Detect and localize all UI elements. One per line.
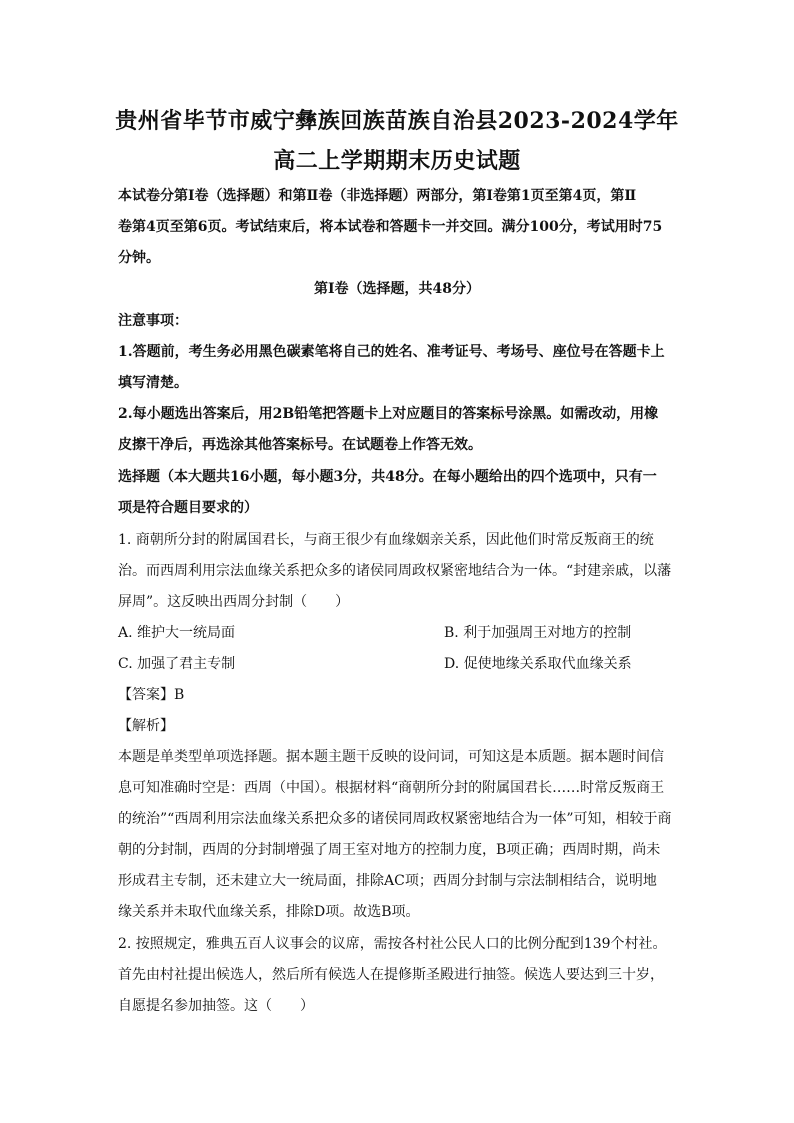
- q1-analysis-line-2: 息可知准确时空是：西周（中国）。根据材料“商朝所分封的附属国君长……时常反叛商王: [118, 780, 665, 796]
- q1-analysis-line-1: 本题是单类型单项选择题。据本题主题干反映的设问词，可知这是本质题。据本题时间信: [118, 749, 664, 765]
- q2-stem-line-3: 自愿提名参加抽签。这（ ）: [118, 998, 314, 1014]
- q2-stem-line-1: 2. 按照规定，雅典五百人议事会的议席，需按各村社公民人口的比例分配到139个村社。: [118, 936, 667, 952]
- intro-line-3: 分钟。: [118, 250, 160, 266]
- q1-stem-line-1: 1. 商朝所分封的附属国君长，与商王很少有血缘姻亲关系，因此他们时常反叛商王的统: [118, 532, 654, 548]
- exam-title-line-2: 高二上学期期末历史试题: [273, 148, 521, 174]
- q1-analysis-line-3: 的统治”“西周利用宗法血缘关系把众多的诸侯同周政权紧密地结合为一体”可知，相较于商: [118, 811, 672, 827]
- choice-intro-line-1: 选择题（本大题共16小题，每小题3分，共48分。在每小题给出的四个选项中，只有一: [118, 469, 657, 485]
- section-heading: 第Ⅰ卷（选择题，共48分）: [313, 281, 481, 297]
- q1-option-c: C. 加强了君主专制: [118, 656, 236, 672]
- q1-analysis-line-5: 形成君主专制，还未建立大一统局面，排除AC项；西周分封制与宗法制相结合，说明地: [118, 873, 657, 889]
- q1-analysis-line-6: 缘关系并未取代血缘关系，排除D项。故选B项。: [118, 904, 420, 920]
- intro-line-2: 卷第4页至第6页。考试结束后，将本试卷和答题卡一并交回。满分100分，考试用时75: [118, 219, 663, 235]
- q1-stem-line-3: 屏周”。这反映出西周分封制（ ）: [118, 594, 350, 610]
- intro-line-1: 本试卷分第Ⅰ卷（选择题）和第Ⅱ卷（非选择题）两部分，第Ⅰ卷第1页至第4页，第Ⅱ: [118, 188, 637, 204]
- note-line-2: 填写清楚。: [118, 375, 188, 391]
- q2-stem-line-2: 首先由村社提出候选人，然后所有候选人在提修斯圣殿进行抽签。候选人要达到三十岁，: [118, 967, 664, 983]
- note-line-3: 2.每小题选出答案后，用2B铅笔把答题卡上对应题目的答案标号涂黑。如需改动，用橡: [118, 406, 659, 422]
- exam-title-line-1: 贵州省毕节市威宁彝族回族苗族自治县2023-2024学年: [115, 108, 679, 134]
- q1-answer: 【答案】B: [118, 687, 185, 703]
- q1-option-a: A. 维护大一统局面: [118, 625, 236, 641]
- note-line-1: 1.答题前，考生务必用黑色碳素笔将自己的姓名、准考证号、考场号、座位号在答题卡上: [118, 344, 665, 360]
- q1-option-b: B. 利于加强周王对地方的控制: [444, 625, 632, 641]
- choice-intro-line-2: 项是符合题目要求的）: [118, 500, 258, 516]
- notes-heading: 注意事项：: [118, 313, 188, 329]
- note-line-4: 皮擦干净后，再选涂其他答案标号。在试题卷上作答无效。: [118, 437, 482, 453]
- q1-option-d: D. 促使地缘关系取代血缘关系: [444, 656, 632, 672]
- q1-analysis-label: 【解析】: [118, 718, 174, 734]
- q1-analysis-line-4: 朝的分封制，西周的分封制增强了周王室对地方的控制力度，B项正确；西周时期，尚未: [118, 842, 661, 858]
- q1-stem-line-2: 治。而西周利用宗法血缘关系把众多的诸侯同周政权紧密地结合为一体。“封建亲戚，以藩: [118, 563, 672, 579]
